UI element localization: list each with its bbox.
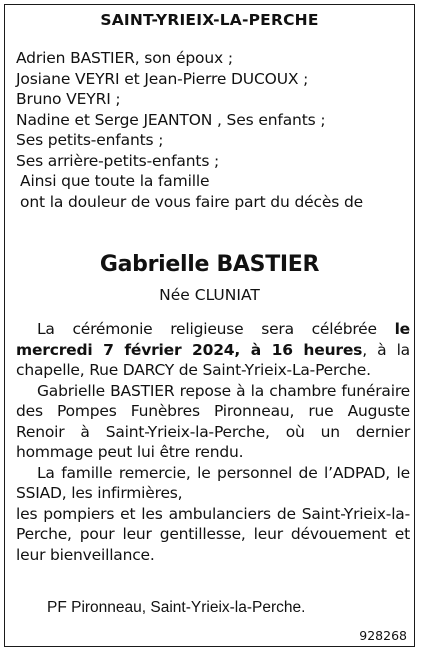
notice-body: [16, 319, 410, 565]
family-line: Ses arrière-petits-enfants ;: [16, 151, 220, 170]
funeral-home-signature: PF Pironneau, Saint-Yrieix-la-Perche.: [47, 599, 306, 616]
family-line: Nadine et Serge JEANTON , Ses enfants ;: [16, 110, 326, 129]
maiden-name: Née CLUNIAT: [159, 286, 260, 304]
deceased-name: Gabrielle BASTIER: [99, 252, 320, 277]
ceremony-date: le mercredi 7 février 2024, à 16 heures: [16, 320, 410, 359]
family-line: Josiane VEYRI et Jean-Pierre DUCOUX ;: [16, 69, 309, 88]
family-line: Bruno VEYRI ;: [16, 90, 121, 108]
family-line: Adrien BASTIER, son époux ;: [16, 49, 233, 67]
family-line: Ainsi que toute la famille: [20, 172, 210, 190]
ceremony-paragraph: [16, 319, 410, 381]
reference-number: 928268: [359, 628, 407, 643]
town-heading: SAINT-YRIEIX-LA-PERCHE: [100, 11, 319, 29]
family-line: Ses petits-enfants ;: [16, 131, 164, 149]
family-list: [16, 48, 411, 212]
ceremony-location: , à la chapelle, Rue DARCY de Saint-Yrieix-La-Perche.: [16, 340, 410, 379]
thanks-paragraph-2: les pompiers et les ambulanciers de Saint-Yrieix-la-Perche, pour leur gentillesse, leur dévouement et leur bienveillance.: [16, 504, 410, 564]
ceremony-intro: La cérémonie religieuse sera célébrée: [37, 320, 395, 338]
repose-paragraph: Gabrielle BASTIER repose à la chambre funéraire des Pompes Funèbres Pironneau, rue Auguste Renoir à Saint-Yrieix-la-Perche, où un dernier hommage peut lui être rendu.: [16, 381, 410, 461]
obituary-notice: [4, 4, 415, 647]
thanks-paragraph-1: La famille remercie, le personnel de l’ADPAD, le SSIAD, les infirmières,: [16, 463, 410, 502]
family-line: ont la douleur de vous faire part du décès de: [20, 192, 364, 211]
